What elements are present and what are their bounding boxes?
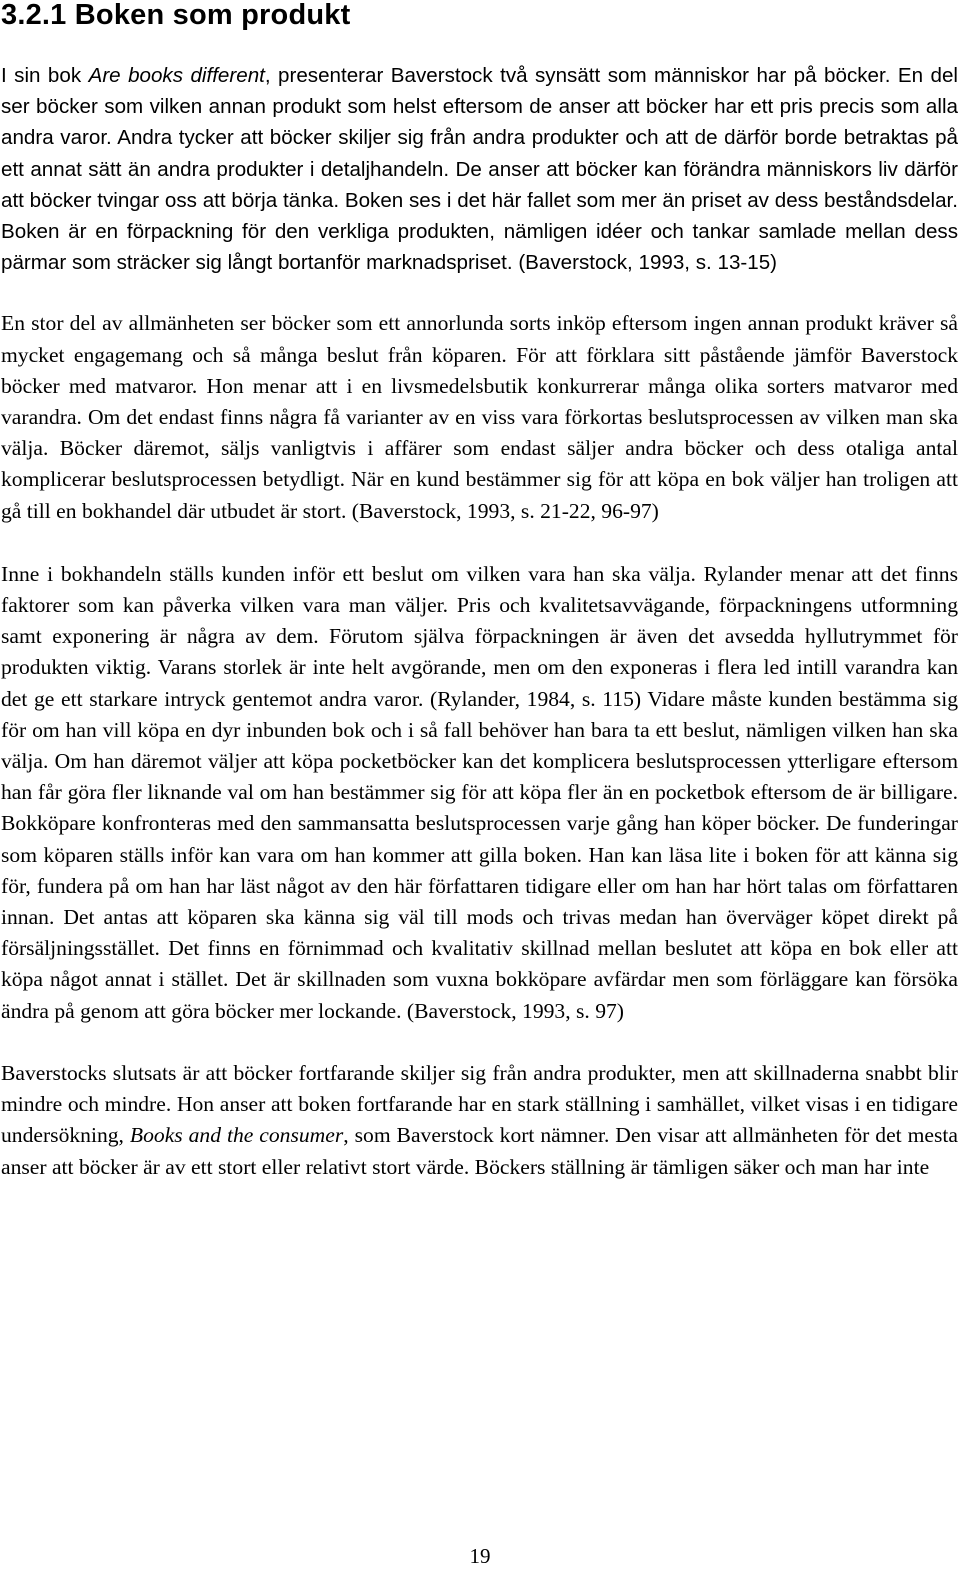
paragraph-1 xyxy=(1,60,958,278)
book-title-books-and-the-consumer: Books and the consumer xyxy=(129,1123,344,1148)
document-page xyxy=(1,0,958,1183)
paragraph-4 xyxy=(1,1058,958,1183)
paragraph-2: En stor del av allmänheten ser böcker som ett annorlunda sorts inköp eftersom ingen annan produkt kräver så mycket engagemang och så många beslut från köparen. För att förklara sitt påstående jämför Baverstock böcker med matvaror. Hon menar att i en livsmedelsbutik konkurrerar många olika sorters matvaror med varandra. Om det endast finns några få varianter av en viss vara förkortas beslutsprocessen av vilken man ska välja. Böcker däremot, säljs vanligtvis i affärer som endast säljer andra böcker och dess otaliga antal komplicerar beslutsprocessen betydligt. När en kund bestämmer sig för att köpa en bok väljer han troligen att gå till en bokhandel där utbudet är stort. (Baverstock, 1993, s. 21-22, 96-97) xyxy=(1,311,958,523)
page-number: 19 xyxy=(469,1544,491,1568)
paragraph-3: Inne i bokhandeln ställs kunden inför ett beslut om vilken vara han ska välja. Rylander menar att det finns faktorer som kan påverka vilken vara man väljer. Pris och kvalitetsavvägande, förpackningens utformning samt exponering är några av dem. Förutom själva förpackningen är även det avsedda hyllutrymmet för produkten viktig. Varans storlek är inte helt avgörande, men om den exponeras i flera led intill varandra kan det ge ett starkare intryck gentemot andra varor. (Rylander, 1984, s. 115) Vidare måste kunden bestämma sig för om han vill köpa en dyr inbunden bok och i så fall behöver han bara ta ett beslut, nämligen vilken han ska välja. Om han däremot väljer att köpa pocketböcker kan det komplicera beslutsprocessen ytterligare eftersom han får göra fler liknande val om han bestämmer sig för att köpa fler än en pocketbok eftersom de är billigare. Bokköpare konfronteras med den sammansatta beslutsprocessen varje gång han köper böcker. De funderingar som köparen ställs inför kan vara om han kommer att gilla boken. Han kan läsa lite i boken för att känna sig för, fundera på om han har läst något av den här författaren tidigare eller om han har hört talas om författaren innan. Det antas att köparen ska känna sig väl till mods och trivas medan han överväger köpet direkt på försäljningsstället. Det finns en förnimmad och kvalitativ skillnad mellan beslutet att köpa en bok eller att köpa något annat i stället. Det är skillnaden som vuxna bokköpare avfärdar men som förläggare kan försöka ändra på genom att göra böcker mer lockande. (Baverstock, 1993, s. 97) xyxy=(1,561,958,1023)
paragraph-4-text-end: , som Baverstock kort nämner. Den visar att allmänheten för det mesta anser att böcker är av ett stort eller relativt stort värde. Böckers ställning är tämligen säker och man har inte xyxy=(1,1123,958,1179)
paragraph-1-text-start: I sin bok xyxy=(1,64,89,87)
section-heading: 3.2.1 Boken som produkt xyxy=(1,0,351,31)
paragraph-1-text-end: , presenterar Baverstock två synsätt som människor har på böcker. En del ser böcker som vilken annan produkt som helst eftersom de anser att böcker har ett pris precis som alla andra varor. Andra tycker att böcker skiljer sig från andra produkter och att de därför borde betraktas på ett annat sätt än andra produkter i detaljhandeln. De anser att böcker kan förändra människors liv därför att böcker tvingar oss att börja tänka. Boken ses i det här fallet som mer än priset av dess beståndsdelar. Boken är en förpackning för den verkliga produkten, nämligen idéer och tankar samlade mellan dess pärmar som sträcker sig långt bortanför marknadspriset. (Baverstock, 1993, s. 13-15) xyxy=(1,64,958,275)
book-title-are-books-different: Are books different xyxy=(88,64,265,87)
paragraph-4-text-start: Baverstocks slutsats är att böcker fortfarande skiljer sig från andra produkter, men att skillnaderna snabbt blir mindre och mindre. Hon anser att boken fortfarande har en stark ställning i samhället, vilket visas i en tidigare undersökning, xyxy=(1,1060,958,1148)
